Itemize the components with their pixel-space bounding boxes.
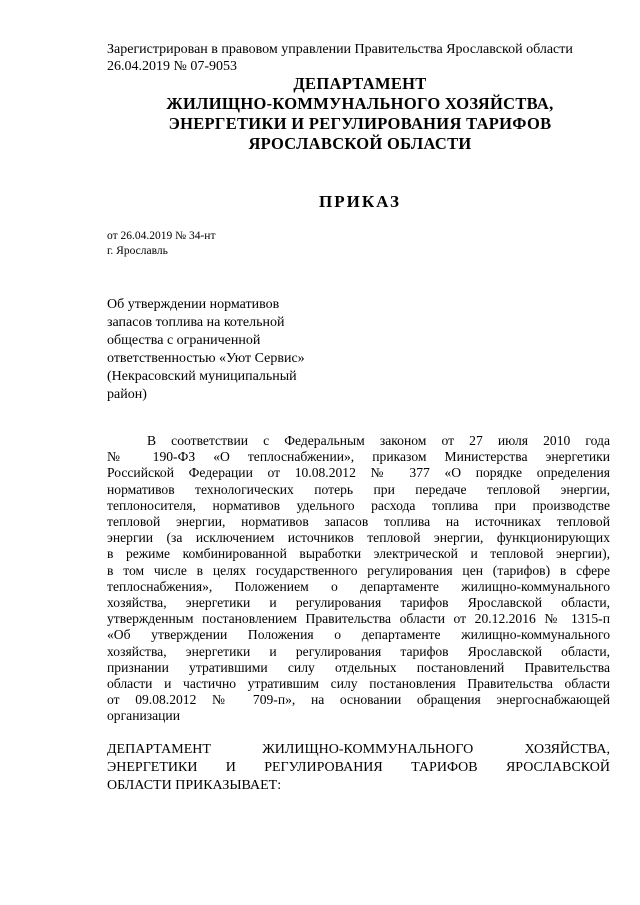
department-line-4: ЯРОСЛАВСКОЙ ОБЛАСТИ xyxy=(248,134,472,153)
department-header xyxy=(100,74,620,154)
body-line-17: от 09.08.2012 № 709-п», на основании обращения энергоснабжающей xyxy=(107,692,610,708)
order-subject xyxy=(107,296,347,404)
department-line-3: ЭНЕРГЕТИКИ И РЕГУЛИРОВАНИЯ ТАРИФОВ xyxy=(168,114,552,133)
subject-line-3: общества с ограниченной xyxy=(107,333,261,348)
body-line-13: «Об утверждении Положения о департаменте жилищно-коммунального xyxy=(107,627,610,643)
body-line-14: хозяйства, энергетики и регулирования тарифов Ярославской области, xyxy=(107,643,610,659)
department-line-1: ДЕПАРТАМЕНТ xyxy=(293,74,427,93)
department-line-2: ЖИЛИЩНО-КОММУНАЛЬНОГО ХОЗЯЙСТВА, xyxy=(166,94,554,113)
subject-line-6: район) xyxy=(107,387,147,402)
orders-line-2: ЭНЕРГЕТИКИ И РЕГУЛИРОВАНИЯ ТАРИФОВ ЯРОСЛАВСКОЙ xyxy=(107,760,610,775)
order-date-number: от 26.04.2019 № 34-нт xyxy=(107,230,216,242)
body-line-10: теплоснабжения», Положением о департаменте жилищно-коммунального xyxy=(107,578,610,594)
subject-line-5: (Некрасовский муниципальный xyxy=(107,369,297,384)
body-line-9: в том числе в целях государственного регулирования цен (тарифов) в сфере xyxy=(107,562,610,578)
body-line-16: области и частично утратившим силу постановления Правительства области xyxy=(107,676,610,692)
order-meta xyxy=(107,229,215,259)
body-line-4: нормативов технологических потерь при передаче тепловой энергии, xyxy=(107,481,610,497)
registration-line-2: 26.04.2019 № 07-9053 xyxy=(107,59,238,74)
body-line-6: тепловой энергии, нормативов запасов топлива на источниках тепловой xyxy=(107,514,610,530)
body-paragraph xyxy=(107,433,610,725)
order-city: г. Ярославль xyxy=(107,245,168,257)
orders-line-1: ДЕПАРТАМЕНТ ЖИЛИЩНО-КОММУНАЛЬНОГО ХОЗЯЙСТВА, xyxy=(107,742,610,757)
orders-statement xyxy=(107,741,610,795)
body-line-15: признании утратившими силу отдельных постановлений Правительства xyxy=(107,659,610,675)
body-line-2: № 190-ФЗ «О теплоснабжении», приказом Министерства энергетики xyxy=(107,449,610,465)
body-line-3: Российской Федерации от 10.08.2012 № 377 «О порядке определения xyxy=(107,465,610,481)
subject-line-2: запасов топлива на котельной xyxy=(107,315,285,330)
orders-line-3: ОБЛАСТИ ПРИКАЗЫВАЕТ: xyxy=(107,778,282,793)
body-line-18: организации xyxy=(107,708,180,724)
subject-line-4: ответственностью «Уют Сервис» xyxy=(107,351,305,366)
body-line-7: энергии (за исключением источников тепловой энергии, функционирующих xyxy=(107,530,610,546)
body-line-8: в режиме комбинированной выработки электрической и тепловой энергии), xyxy=(107,546,610,562)
body-line-5: теплоносителя, нормативов удельного расхода топлива при производстве xyxy=(107,497,610,513)
registration-note xyxy=(107,41,627,75)
registration-line-1: Зарегистрирован в правовом управлении Правительства Ярославской области xyxy=(107,42,573,57)
order-title: ПРИКАЗ xyxy=(319,192,401,211)
body-line-11: хозяйства, энергетики и регулирования тарифов Ярославской области, xyxy=(107,595,610,611)
body-line-1: В соответствии с Федеральным законом от 27 июля 2010 года xyxy=(147,433,610,448)
body-line-12: утвержденным постановлением Правительства области от 20.12.2016 № 1315-п xyxy=(107,611,610,627)
subject-line-1: Об утверждении нормативов xyxy=(107,297,280,312)
